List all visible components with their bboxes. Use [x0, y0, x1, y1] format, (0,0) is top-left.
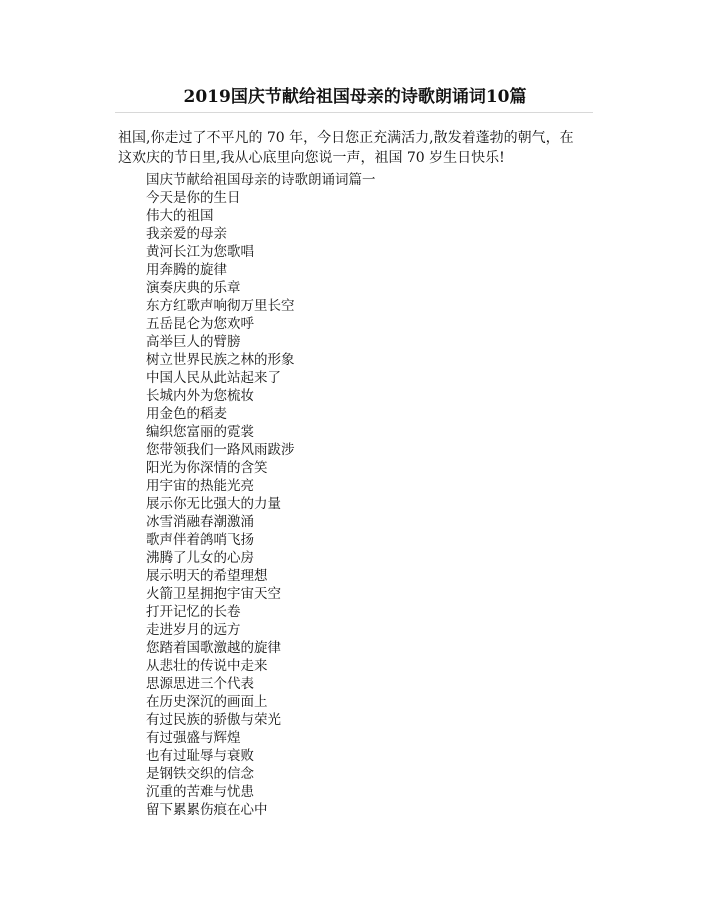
poem-line: 树立世界民族之林的形象 — [146, 352, 295, 368]
poem-line: 五岳昆仑为您欢呼 — [146, 316, 254, 332]
poem-line: 思源思进三个代表 — [146, 676, 254, 692]
poem-line: 有过强盛与辉煌 — [146, 730, 241, 746]
document-title: 2019国庆节献给祖国母亲的诗歌朗诵词10篇 — [183, 87, 527, 107]
poem-line: 在历史深沉的画面上 — [146, 694, 268, 710]
intro-paragraph — [118, 128, 588, 168]
poem-subtitle: 国庆节献给祖国母亲的诗歌朗诵词篇一 — [146, 172, 376, 188]
poem-line: 歌声伴着鸽哨飞扬 — [146, 532, 254, 548]
poem-line: 有过民族的骄傲与荣光 — [146, 712, 281, 728]
poem-line: 编织您富丽的霓裳 — [146, 424, 254, 440]
poem-line: 展示明天的希望理想 — [146, 568, 268, 584]
poem-line: 冰雪消融春潮激涌 — [146, 514, 254, 530]
poem-line: 用奔腾的旋律 — [146, 262, 227, 278]
poem-line: 中国人民从此站起来了 — [146, 370, 281, 386]
poem-line: 火箭卫星拥抱宇宙天空 — [146, 586, 281, 602]
intro-line: 这欢庆的节日里,我从心底里向您说一声，祖国 70 岁生日快乐! — [118, 150, 505, 166]
poem-line: 高举巨人的臂膀 — [146, 334, 241, 350]
poem-line: 打开记忆的长卷 — [146, 604, 241, 620]
poem-line: 是钢铁交织的信念 — [146, 766, 254, 782]
poem-line: 走进岁月的远方 — [146, 622, 241, 638]
poem-line: 我亲爱的母亲 — [146, 226, 227, 242]
poem-line: 长城内外为您梳妆 — [146, 388, 254, 404]
poem-line: 从悲壮的传说中走来 — [146, 658, 268, 674]
intro-line: 祖国,你走过了不平凡的 70 年，今日您正充满活力,散发着蓬勃的朝气，在 — [118, 130, 574, 146]
poem-line: 沸腾了儿女的心房 — [146, 550, 254, 566]
poem-line: 展示你无比强大的力量 — [146, 496, 281, 512]
poem-line: 沉重的苦难与忧患 — [146, 784, 254, 800]
poem-line: 用宇宙的热能光亮 — [146, 478, 254, 494]
poem-line: 东方红歌声响彻万里长空 — [146, 298, 295, 314]
poem-line: 演奏庆典的乐章 — [146, 280, 241, 296]
poem-line: 您带领我们一路风雨跋涉 — [146, 442, 295, 458]
poem-body — [146, 171, 376, 819]
poem-line: 也有过耻辱与衰败 — [146, 748, 254, 764]
title-divider — [115, 112, 593, 113]
poem-line: 留下累累伤痕在心中 — [146, 802, 268, 818]
poem-line: 用金色的稻麦 — [146, 406, 227, 422]
poem-line: 黄河长江为您歌唱 — [146, 244, 254, 260]
poem-line: 您踏着国歌激越的旋律 — [146, 640, 281, 656]
poem-line: 伟大的祖国 — [146, 208, 214, 224]
poem-line: 今天是你的生日 — [146, 190, 241, 206]
poem-line: 阳光为你深情的含笑 — [146, 460, 268, 476]
